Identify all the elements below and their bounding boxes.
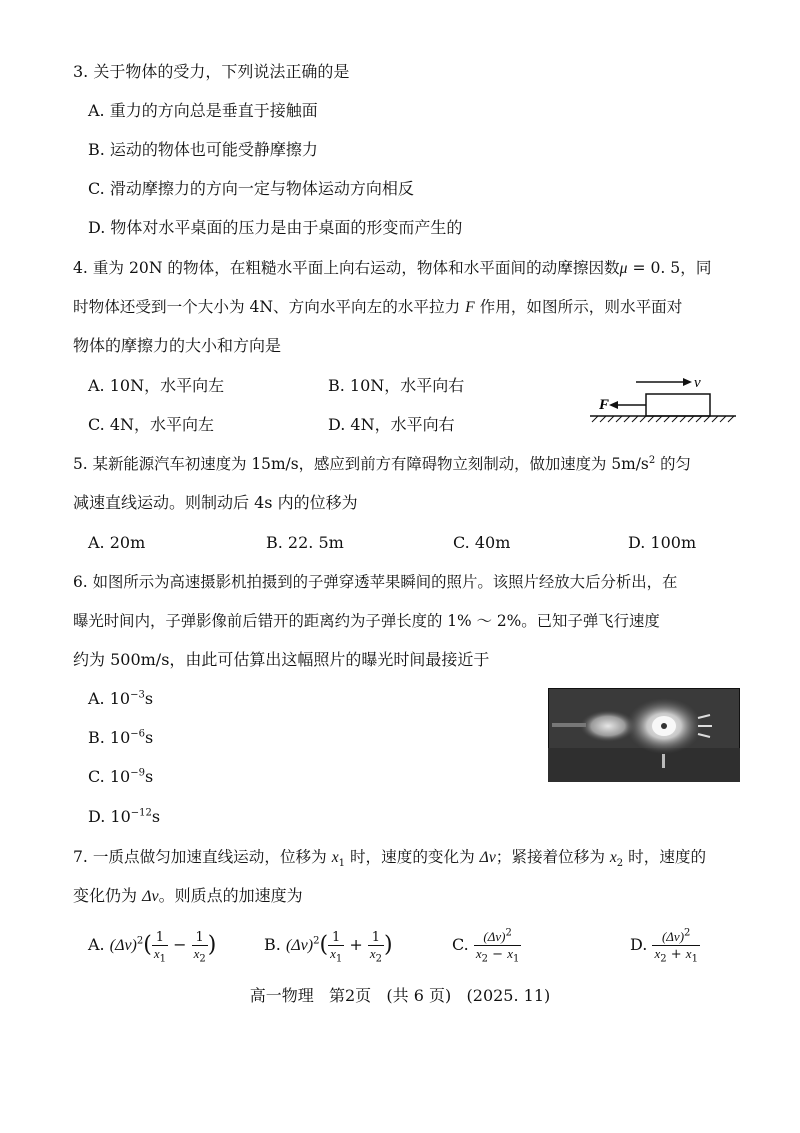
q4-option-d: D. 4N，水平向右 (328, 415, 455, 434)
velocity-arrowhead (683, 378, 692, 386)
q6-stem-line3: 约为 500m/s，由此可估算出这幅照片的曝光时间最接近于 (73, 650, 490, 669)
q7-option-d: D. $\frac{(\Delta v)^2}{x_2 + x_1}$ (630, 927, 698, 965)
page-footer: 高一物理 第2页 (共 6 页) (2025. 11) (249, 986, 551, 1005)
q4-block-diagram (580, 368, 740, 430)
q6-option-b: B. $10^{-6}s$ (88, 728, 154, 747)
q3-stem: 3. 关于物体的受力，下列说法正确的是 (73, 62, 350, 81)
q7-option-c: C. $\frac{(\Delta v)^2}{x_2 - x_1}$ (452, 927, 520, 965)
q7-stem-line2: 变化仍为 Δv。则质点的加速度为 (73, 886, 303, 905)
q6-stem-line2: 曝光时间内，子弹影像前后错开的距离约为子弹长度的 1% ～ 2%。已知子弹飞行速度 (73, 612, 660, 630)
q7-stem-line1: 7. 一质点做匀加速直线运动，位移为 $x_1$ 时，速度的变化为 Δv；紧接着位移为 $x_2$ 时，速度的 (73, 848, 707, 870)
q6-option-c: C. $10^{-9}s$ (88, 767, 154, 786)
q5-option-d: D. 100m (628, 533, 697, 552)
block (646, 394, 710, 416)
q5-option-b: B. 22. 5m (266, 533, 344, 552)
bullet-trail (552, 723, 586, 727)
q6-stem-line1: 6. 如图所示为高速摄影机拍摄到的子弹穿透苹果瞬间的照片。该照片经放大后分析出，在 (73, 573, 678, 591)
q4-stem-line1: 4. 重为 20N 的物体，在粗糙水平面上向右运动，物体和水平面间的动摩擦因数μ = 0. 5，同 (73, 259, 712, 277)
q3-option-a: A. 重力的方向总是垂直于接触面 (88, 101, 318, 120)
q4-stem-line3: 物体的摩擦力的大小和方向是 (73, 336, 282, 355)
q4-option-b: B. 10N，水平向右 (328, 376, 465, 395)
ground-hatching (592, 416, 734, 422)
q3-option-d: D. 物体对水平桌面的压力是由于桌面的形变而产生的 (88, 218, 463, 237)
force-label: F (599, 397, 610, 413)
q6-option-a: A. $10^{-3}s$ (88, 689, 154, 708)
q6-option-d: D. $10^{-12}s$ (88, 807, 161, 826)
q5-option-a: A. 20m (88, 533, 146, 552)
force-arrowhead (609, 401, 618, 409)
q7-option-a: A. $(\Delta v)^2$( $\frac{1}{x_1}$ − $\frac{1}{x_2}$ ) (88, 929, 217, 965)
q5-stem-line1: 5. 某新能源汽车初速度为 15m/s，感应到前方有障碍物立刻制动，做加速度为 $5m/s^2$ 的匀 (73, 454, 691, 473)
q3-option-b: B. 运动的物体也可能受静摩擦力 (88, 140, 318, 159)
q4-option-c: C. 4N，水平向左 (88, 415, 215, 434)
q4-stem-line2: 时物体还受到一个大小为 4N、方向水平向左的水平拉力 F 作用，如图所示，则水平面对 (73, 298, 683, 316)
q7-option-b: B. $(\Delta v)^2$( $\frac{1}{x_1}$ + $\frac{1}{x_2}$ ) (264, 929, 393, 965)
q3-option-c: C. 滑动摩擦力的方向一定与物体运动方向相反 (88, 179, 414, 198)
bullet-apple-photo (548, 688, 740, 782)
q4-option-a: A. 10N，水平向左 (88, 376, 225, 395)
q5-stem-line2: 减速直线运动。则制动后 4s 内的位移为 (73, 493, 358, 512)
velocity-label: v (694, 375, 701, 391)
q5-option-c: C. 40m (453, 533, 511, 552)
